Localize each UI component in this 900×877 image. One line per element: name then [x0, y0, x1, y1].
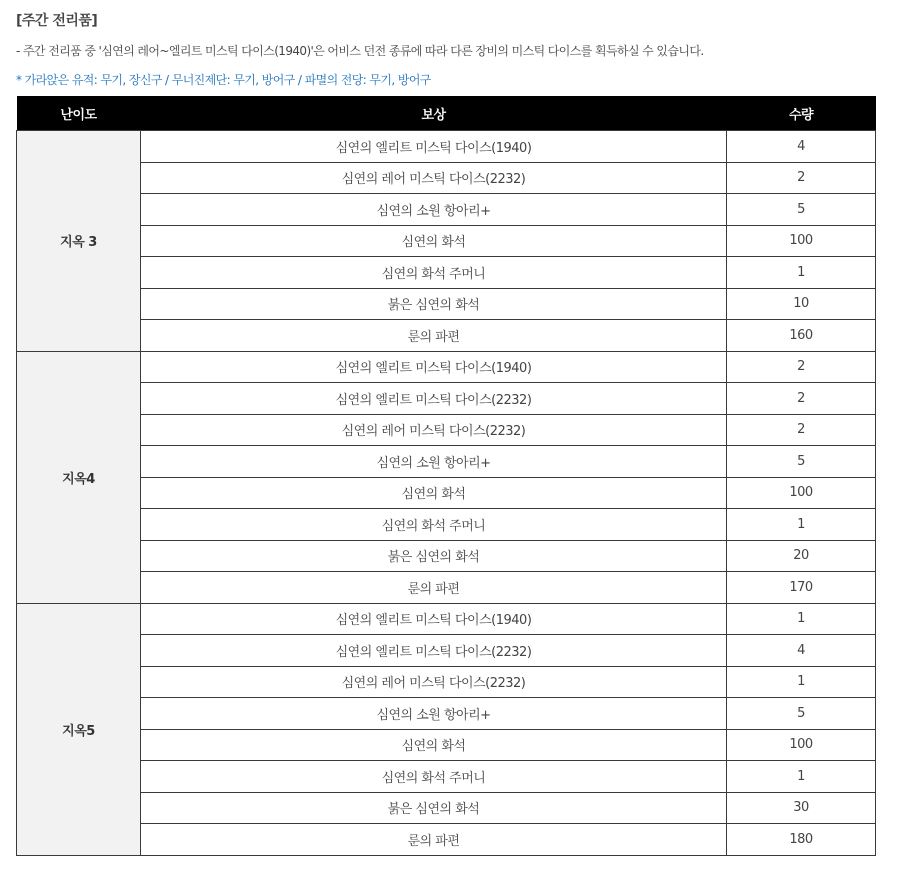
reward-cell: 심연의 엘리트 미스틱 다이스(1940): [141, 351, 727, 383]
table-row: [17, 288, 876, 320]
table-row: [17, 414, 876, 446]
reward-cell: 심연의 레어 미스틱 다이스(2232): [141, 414, 727, 446]
table-row: [17, 257, 876, 289]
reward-cell: 심연의 소원 항아리+: [141, 194, 727, 226]
reward-cell: 심연의 엘리트 미스틱 다이스(2232): [141, 383, 727, 415]
difficulty-cell: 지옥5: [17, 603, 141, 855]
reward-cell: 룬의 파편: [141, 572, 727, 604]
description-text: - 주간 전리품 중 '심연의 레어~엘리트 미스틱 다이스(1940)'은 어비스 던전 종류에 따라 다른 장비의 미스틱 다이스를 획득하실 수 있습니다.: [16, 44, 704, 58]
table-row: [17, 540, 876, 572]
quantity-cell: 160: [727, 320, 876, 352]
table-row: [17, 572, 876, 604]
dungeon-note: * 가라앉은 유적: 무기, 장신구 / 무너진제단: 무기, 방어구 / 파멸의 전당: 무기, 방어구: [16, 73, 431, 87]
section-heading: [주간 전리품]: [16, 13, 98, 29]
quantity-cell: 100: [727, 729, 876, 761]
quantity-cell: 1: [727, 761, 876, 793]
reward-cell: 심연의 화석 주머니: [141, 509, 727, 541]
reward-cell: 심연의 화석 주머니: [141, 761, 727, 793]
reward-cell: 심연의 화석 주머니: [141, 257, 727, 289]
quantity-cell: 1: [727, 509, 876, 541]
quantity-cell: 2: [727, 383, 876, 415]
table-row: [17, 131, 876, 163]
table-row: [17, 509, 876, 541]
header-difficulty: 난이도: [17, 96, 141, 131]
reward-cell: 룬의 파편: [141, 320, 727, 352]
quantity-cell: 2: [727, 414, 876, 446]
quantity-cell: 4: [727, 131, 876, 163]
reward-cell: 붉은 심연의 화석: [141, 792, 727, 824]
quantity-cell: 10: [727, 288, 876, 320]
reward-cell: 심연의 소원 항아리+: [141, 698, 727, 730]
quantity-cell: 5: [727, 194, 876, 226]
reward-cell: 심연의 엘리트 미스틱 다이스(2232): [141, 635, 727, 667]
weekly-rewards-table: [16, 96, 876, 856]
quantity-cell: 5: [727, 446, 876, 478]
quantity-cell: 1: [727, 603, 876, 635]
reward-cell: 심연의 레어 미스틱 다이스(2232): [141, 162, 727, 194]
reward-cell: 심연의 엘리트 미스틱 다이스(1940): [141, 603, 727, 635]
table-row: [17, 603, 876, 635]
table-row: [17, 666, 876, 698]
reward-cell: 심연의 엘리트 미스틱 다이스(1940): [141, 131, 727, 163]
quantity-cell: 4: [727, 635, 876, 667]
reward-cell: 심연의 화석: [141, 477, 727, 509]
quantity-cell: 180: [727, 824, 876, 856]
quantity-cell: 100: [727, 225, 876, 257]
quantity-cell: 100: [727, 477, 876, 509]
header-reward: 보상: [141, 96, 727, 131]
reward-cell: 붉은 심연의 화석: [141, 288, 727, 320]
quantity-cell: 20: [727, 540, 876, 572]
header-quantity: 수량: [727, 96, 876, 131]
table-row: [17, 824, 876, 856]
table-row: [17, 446, 876, 478]
table-header-row: [17, 96, 876, 131]
difficulty-cell: 지옥4: [17, 351, 141, 603]
table-row: [17, 477, 876, 509]
table-row: [17, 383, 876, 415]
quantity-cell: 30: [727, 792, 876, 824]
table-body: [17, 131, 876, 856]
table-row: [17, 320, 876, 352]
quantity-cell: 5: [727, 698, 876, 730]
quantity-cell: 1: [727, 666, 876, 698]
table-row: [17, 792, 876, 824]
table-row: [17, 698, 876, 730]
reward-cell: 룬의 파편: [141, 824, 727, 856]
difficulty-cell: 지옥 3: [17, 131, 141, 352]
table-row: [17, 635, 876, 667]
table-row: [17, 194, 876, 226]
table-row: [17, 761, 876, 793]
table-row: [17, 162, 876, 194]
reward-cell: 심연의 레어 미스틱 다이스(2232): [141, 666, 727, 698]
reward-cell: 심연의 화석: [141, 225, 727, 257]
table-row: [17, 225, 876, 257]
reward-cell: 붉은 심연의 화석: [141, 540, 727, 572]
table-row: [17, 729, 876, 761]
reward-cell: 심연의 소원 항아리+: [141, 446, 727, 478]
quantity-cell: 2: [727, 351, 876, 383]
quantity-cell: 170: [727, 572, 876, 604]
table-row: [17, 351, 876, 383]
reward-cell: 심연의 화석: [141, 729, 727, 761]
quantity-cell: 2: [727, 162, 876, 194]
quantity-cell: 1: [727, 257, 876, 289]
